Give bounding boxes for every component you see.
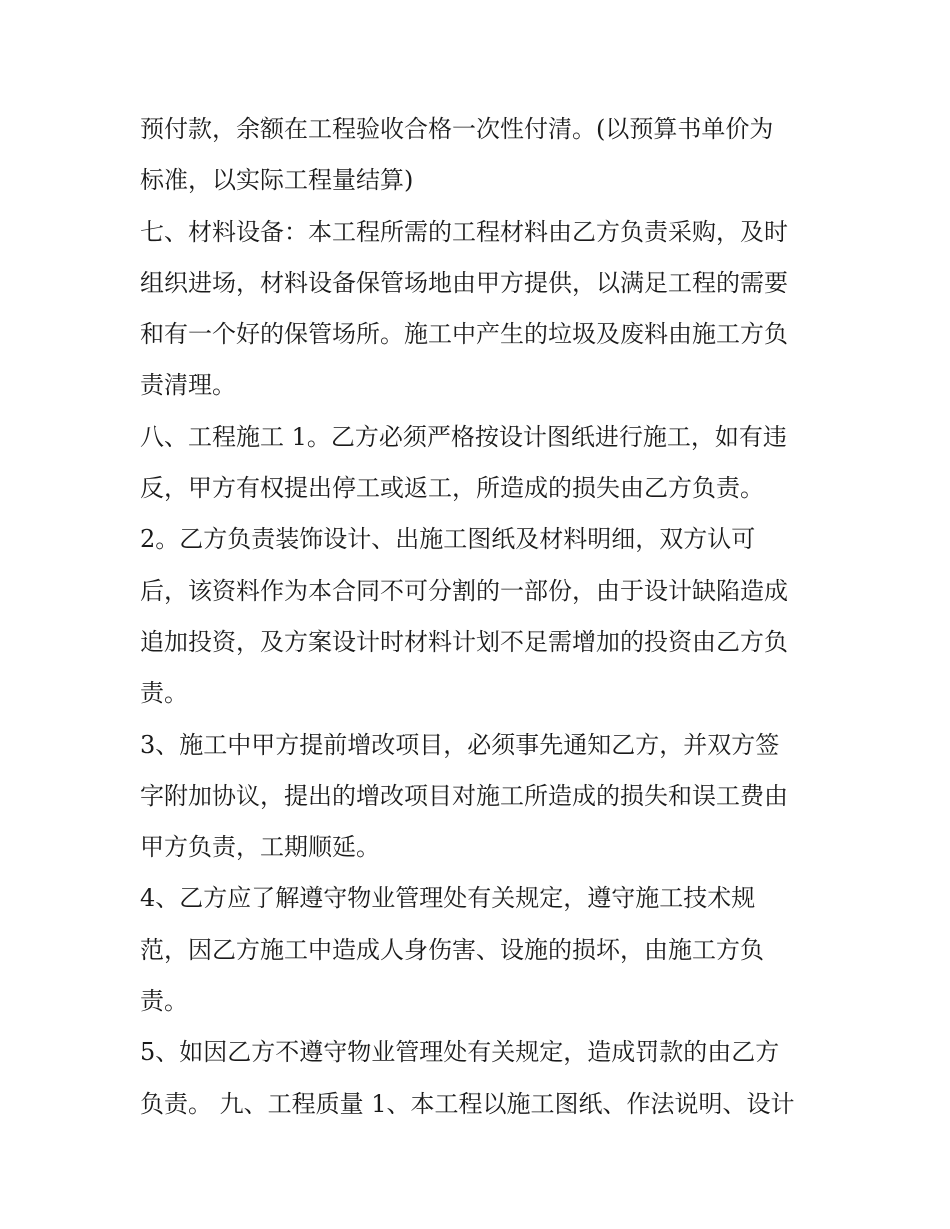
text-line: 八、工程施工 1。乙方必须严格按设计图纸进行施工，如有违 [140, 422, 787, 451]
text-line: 责清理。 [140, 371, 236, 400]
text-line: 责。 [140, 987, 188, 1016]
text-line: 和有一个好的保管场所。施工中产生的垃圾及废料由施工方负 [140, 320, 788, 349]
text-line: 预付款，余额在工程验收合格一次性付清。(以预算书单价为 [140, 115, 774, 143]
text-line: 组织进场，材料设备保管场地由甲方提供，以满足工程的需要 [140, 268, 788, 297]
document-body [140, 104, 830, 1130]
text-line: 5、如因乙方不遵守物业管理处有关规定，造成罚款的由乙方 [140, 1038, 780, 1067]
text-line: 追加投资，及方案设计时材料计划不足需增加的投资由乙方负 [140, 627, 788, 656]
text-line: 4、乙方应了解遵守物业管理处有关规定，遵守施工技术规 [140, 884, 756, 913]
text-line: 字附加协议，提出的增改项目对施工所造成的损失和误工费由 [140, 781, 788, 810]
text-line: 3、施工中甲方提前增改项目，必须事先通知乙方，并双方签 [140, 730, 780, 759]
text-line: 负责。 九、工程质量 1、本工程以施工图纸、作法说明、设计 [140, 1089, 795, 1118]
text-line: 甲方负责，工期顺延。 [140, 833, 380, 862]
text-line: 后，该资料作为本合同不可分割的一部份，由于设计缺陷造成 [140, 576, 788, 605]
text-line: 七、材料设备：本工程所需的工程材料由乙方负责采购，及时 [140, 217, 788, 246]
text-line: 范，因乙方施工中造成人身伤害、设施的损坏，由施工方负 [140, 935, 764, 964]
text-line: 反，甲方有权提出停工或返工，所造成的损失由乙方负责。 [140, 474, 764, 503]
text-line: 2。乙方负责装饰设计、出施工图纸及材料明细，双方认可 [140, 525, 756, 554]
text-line: 责。 [140, 679, 188, 708]
text-line: 标准，以实际工程量结算) [140, 166, 414, 195]
